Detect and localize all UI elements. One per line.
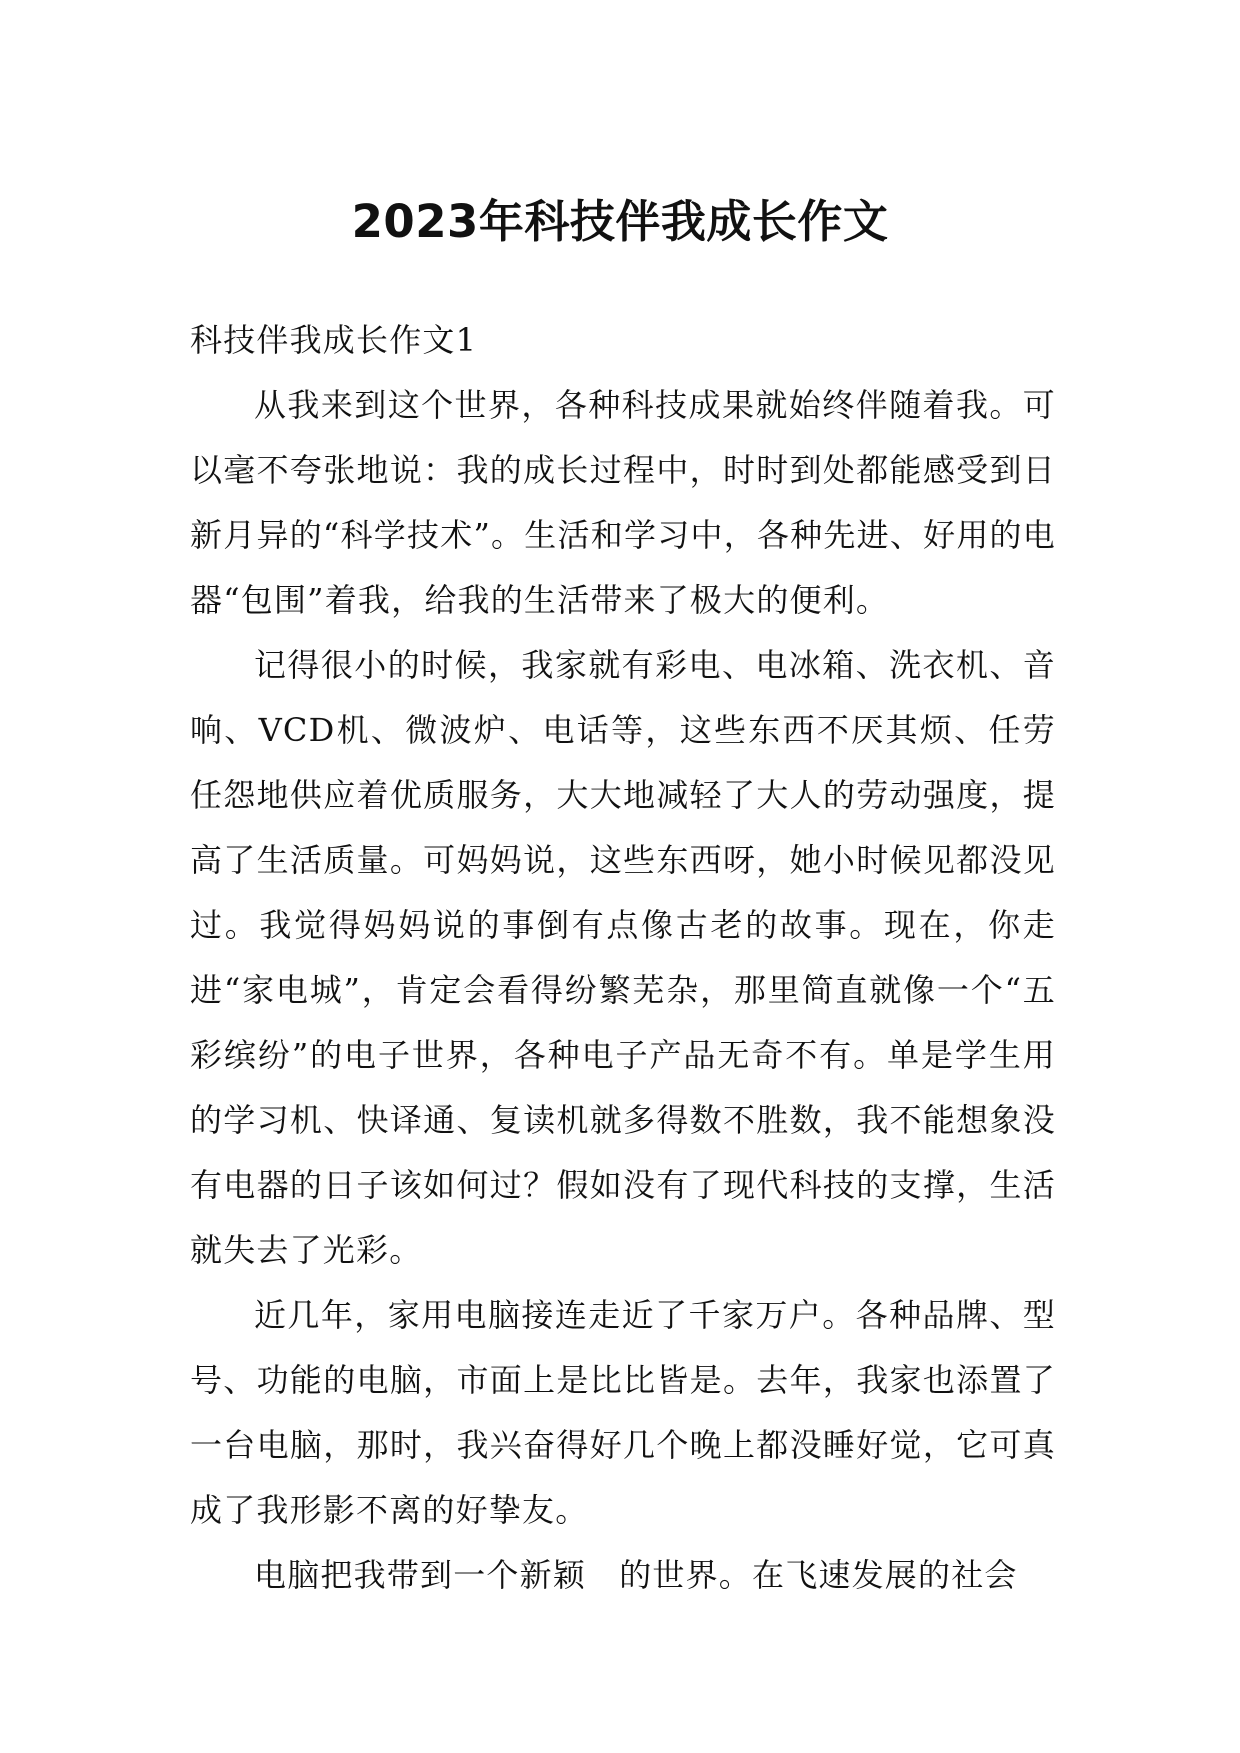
- paragraph-4: 电脑把我带到一个新颖 的世界。在飞速发展的社会: [254, 1556, 1018, 1594]
- paragraph-2: 记得很小的时候，我家就有彩电、电冰箱、洗衣机、音响、VCD机、微波炉、电话等，这些东西不厌其烦、任劳任怨地供应着优质服务，大大地减轻了大人的劳动强度，提高了生活质量。可妈妈说，这些东西呀，她小时候见都没见过。我觉得妈妈说的事倒有点像古老的故事。现在，你走进“家电城”，肯定会看得纷繁芜杂，那里简直就像一个“五彩缤纷”的电子世界，各种电子产品无奇不有。单是学生用的学习机、快译通、复读机就多得数不胜数，我不能想象没有电器的日子该如何过？假如没有了现代科技的支撑，生活就失去了光彩。: [190, 646, 1056, 1269]
- section-heading: 科技伴我成长作文1: [190, 321, 478, 359]
- paragraph-1: 从我来到这个世界，各种科技成果就始终伴随着我。可以毫不夸张地说：我的成长过程中，时时到处都能感受到日新月异的“科学技术”。生活和学习中，各种先进、好用的电器“包围”着我，给我的生活带来了极大的便利。: [190, 386, 1056, 619]
- document-title: 2023年科技伴我成长作文: [351, 195, 889, 248]
- paragraph-3: 近几年，家用电脑接连走近了千家万户。各种品牌、型号、功能的电脑，市面上是比比皆是。去年，我家也添置了一台电脑，那时，我兴奋得好几个晚上都没睡好觉，它可真成了我形影不离的好挚友。: [190, 1296, 1056, 1529]
- document-body: [190, 308, 1056, 1608]
